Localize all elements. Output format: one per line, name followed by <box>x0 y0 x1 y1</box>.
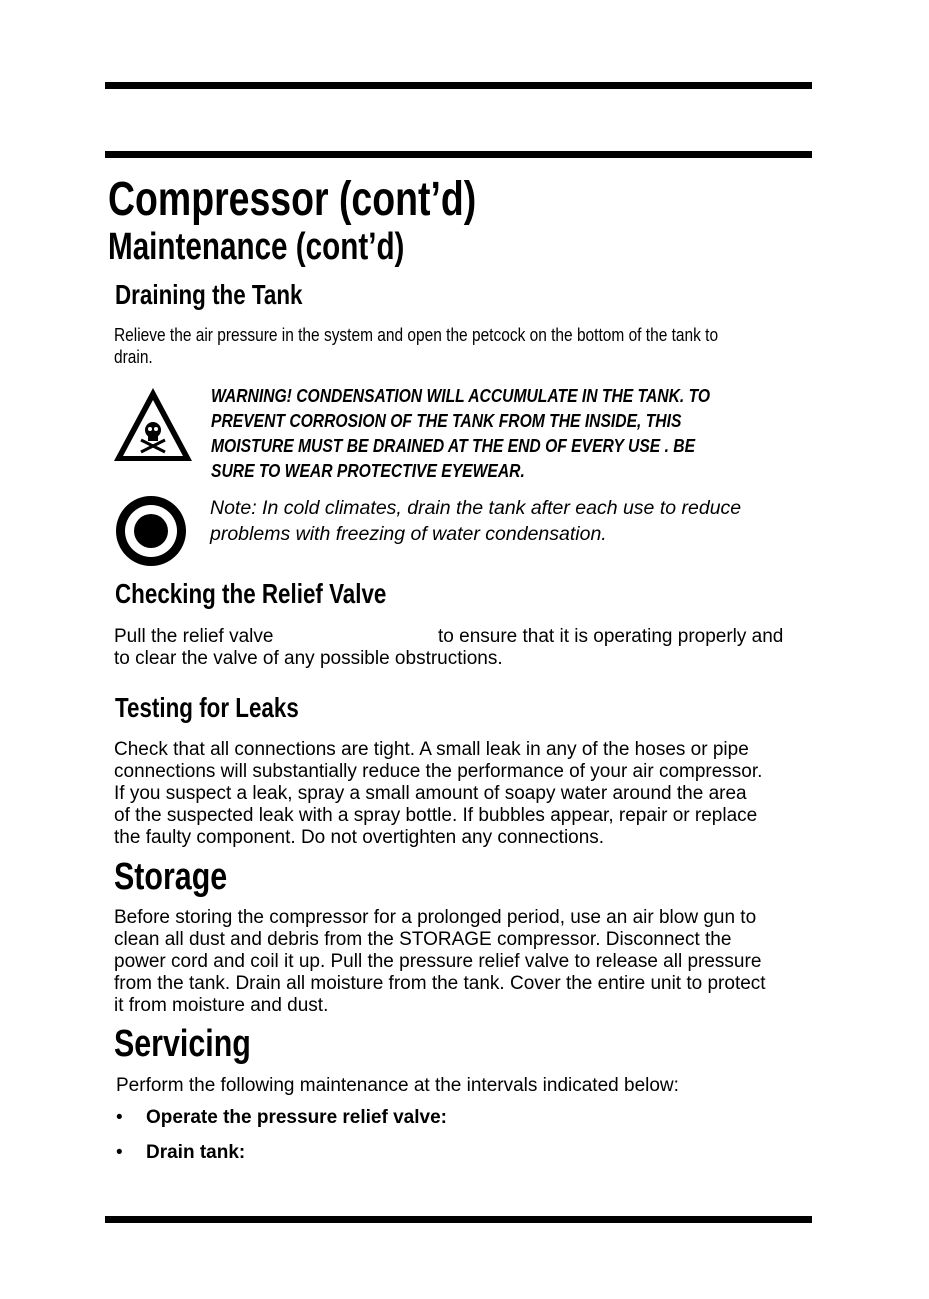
bullet-icon: • <box>116 1107 123 1128</box>
storage-heading: Storage <box>114 856 228 898</box>
servicing-intro: Perform the following maintenance at the intervals indicated below: <box>116 1075 679 1096</box>
draining-line-1: Relieve the air pressure in the system and open the petcock on the bottom of the tank to <box>114 325 719 345</box>
relief-line-1a: Pull the relief valve <box>114 626 274 647</box>
warning-line-1: WARNING! CONDENSATION WILL ACCUMULATE IN THE TANK. TO <box>211 386 711 406</box>
storage-line-3: power cord and coil it up. Pull the pressure relief valve to release all pressure <box>114 951 762 972</box>
relief-text <box>114 626 784 670</box>
draining-text <box>114 324 816 368</box>
header-rule <box>105 151 812 158</box>
bullet-icon: • <box>116 1142 123 1163</box>
relief-line-1b: to ensure that it is operating properly and <box>438 626 784 647</box>
note-target-icon <box>114 494 188 568</box>
storage-text <box>114 907 766 1017</box>
bullet-text: Operate the pressure relief valve: <box>146 1107 447 1128</box>
note-text <box>210 495 741 547</box>
leaks-line-4: of the suspected leak with a spray bottle. If bubbles appear, repair or replace <box>114 805 758 826</box>
page-title: Compressor (cont’d) <box>108 173 477 226</box>
note-line-2: problems with freezing of water condensation. <box>210 523 607 545</box>
leaks-heading: Testing for Leaks <box>115 692 299 723</box>
warning-line-2: PREVENT CORROSION OF THE TANK FROM THE INSIDE, THIS <box>211 411 682 431</box>
draining-line-2: drain. <box>114 347 153 367</box>
note-line-1: Note: In cold climates, drain the tank after each use to reduce <box>210 497 742 519</box>
bottom-rule <box>105 1216 812 1223</box>
top-rule <box>105 82 812 89</box>
storage-line-5: it from moisture and dust. <box>114 995 329 1016</box>
skull-warning-triangle-icon <box>112 386 194 464</box>
storage-line-1: Before storing the compressor for a prolonged period, use an air blow gun to <box>114 907 757 928</box>
warning-line-3: MOISTURE MUST BE DRAINED AT THE END OF EVERY USE . BE <box>211 436 696 456</box>
section-subtitle: Maintenance (cont’d) <box>108 226 405 268</box>
draining-heading: Draining the Tank <box>115 279 303 310</box>
leaks-line-1: Check that all connections are tight. A small leak in any of the hoses or pipe <box>114 739 749 760</box>
servicing-heading: Servicing <box>114 1023 251 1065</box>
leaks-line-5: the faulty component. Do not overtighten any connections. <box>114 827 605 848</box>
leaks-text <box>114 739 762 849</box>
storage-line-2: clean all dust and debris from the STORAGE compressor. Disconnect the <box>114 929 732 950</box>
bullet-text: Drain tank: <box>146 1142 246 1163</box>
leaks-line-2: connections will substantially reduce the performance of your air compressor. <box>114 761 763 782</box>
relief-heading: Checking the Relief Valve <box>115 578 387 609</box>
warning-line-4: SURE TO WEAR PROTECTIVE EYEWEAR. <box>211 461 525 481</box>
storage-line-4: from the tank. Drain all moisture from the tank. Cover the entire unit to protect <box>114 973 766 994</box>
leaks-line-3: If you suspect a leak, spray a small amount of soapy water around the area <box>114 783 747 804</box>
warning-text <box>211 384 710 484</box>
relief-line-2: to clear the valve of any possible obstructions. <box>114 648 503 669</box>
